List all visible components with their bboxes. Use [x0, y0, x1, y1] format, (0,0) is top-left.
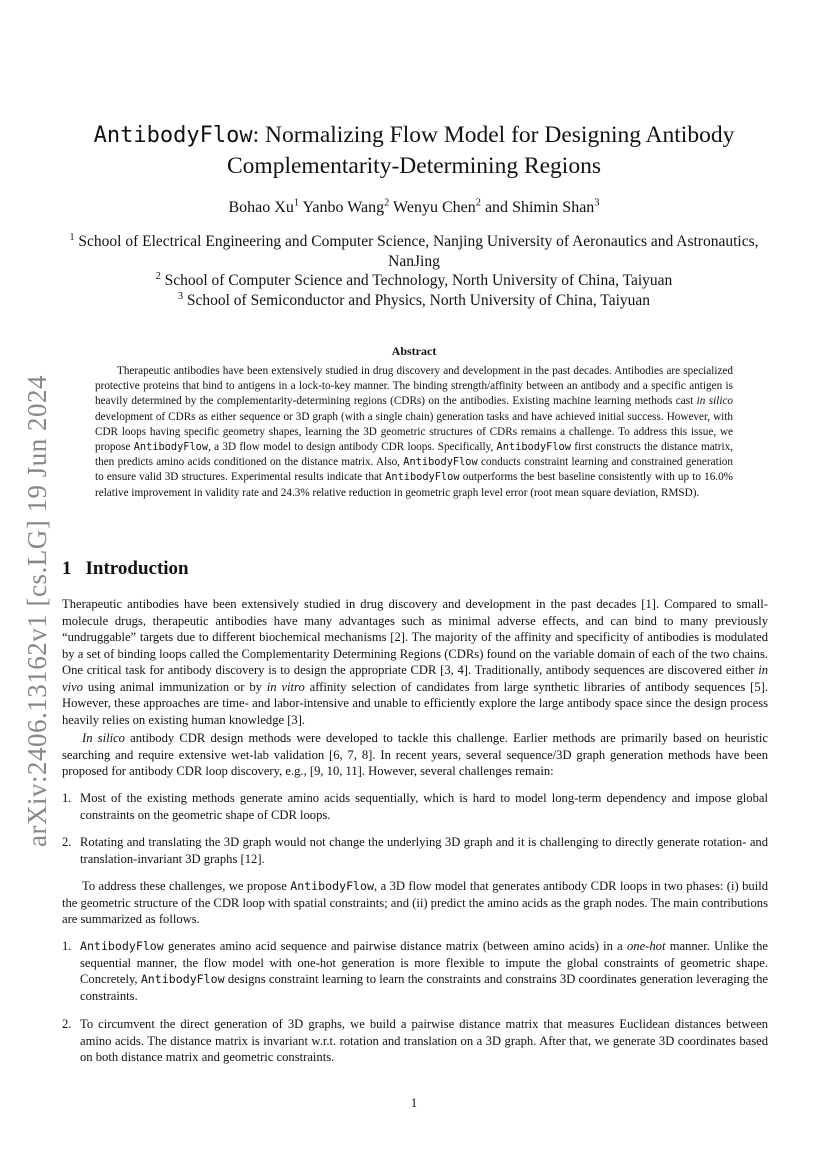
model-name: AntibodyFlow [140, 972, 225, 986]
model-name: AntibodyFlow [80, 939, 164, 953]
contribution-item-1 [62, 938, 768, 1004]
abstract-fragment: conducts constraint learning and constrained generation to ensure valid 3D structures. Experimental results indicate that [95, 456, 733, 484]
text-fragment: using animal immunization or by [82, 679, 267, 694]
model-name: AntibodyFlow [133, 441, 209, 454]
text-fragment: generates amino acid sequence and pairwise distance matrix (between amino acids) in a [163, 939, 627, 953]
model-name: AntibodyFlow [496, 441, 571, 454]
author-affiliation-mark: 3 [594, 197, 600, 209]
intro-paragraph-1 [62, 596, 768, 728]
text-fragment: antibody CDR design methods were developed to tackle this challenge. Earlier methods are primarily based on heuristic searching and require extensive wet-lab validation [6, 7, 8]. In recent years, several sequence/3D graph generation methods have been proposed for antibody CDR loop discovery, e.g., [9, 10, 11]. However, several challenges remain: [62, 731, 768, 778]
list-item-text: To circumvent the direct generation of 3D graphs, we build a pairwise distance matrix that measures Euclidean distances between amino acids. The distance matrix is invariant w.r.t. rotation and translation on a 3D graph. After that, we generate 3D coordinates based on both distance matrix and geometric constraints. [80, 1017, 768, 1064]
title-model-name: AntibodyFlow [93, 123, 253, 148]
list-marker: 1. [62, 791, 72, 805]
text-fragment: manner. Unlike the sequential manner, the flow model with one-hot generation is more flexible to impute the global constraints of geometric shape. Concretely, [80, 939, 769, 986]
abstract-fragment: , a 3D flow model to design antibody CDR loops. Specifically, [208, 441, 497, 454]
abstract-fragment: development of CDRs as either sequence or 3D graph (with a single chain) generation tasks and have achieved initial success. However, with CDR loops having specific geometry shapes, learning the 3D geometric structures of CDRs remains a challenge. To address this issue, we propose [95, 410, 733, 454]
section-title: Introduction [85, 558, 189, 579]
text-fragment: To address these challenges, we propose [82, 879, 291, 893]
affiliation [60, 291, 768, 311]
abstract-text [95, 364, 733, 501]
author-list [60, 199, 768, 217]
affiliation-text: School of Semiconductor and Physics, North University of China, Taiyuan [186, 291, 651, 309]
contribution-item-2 [62, 1016, 768, 1066]
author-name: Wenyu Chen [393, 199, 476, 216]
abstract-emphasis: in silico [696, 395, 733, 408]
section-heading [62, 558, 189, 580]
text-fragment: Therapeutic antibodies have been extensively studied in drug discovery and development in the past decades [1]. Compared to small-molecule drugs, therapeutic antibodies have many advantages such as minimal adverse effects, and can bind to many previously “undruggable” targets due to different biochemical mechanisms [2]. The majority of the affinity and specificity of antibodies is modulated by a set of binding loops called the Complementarity Determining Regions (CDRs) found on the variable domain of each of the two chains. One critical task for antibody discovery is to design the appropriate CDR [3, 4]. Traditionally, antibody sequences are discovered either [62, 597, 768, 677]
author-name: Shimin Shan [512, 199, 595, 216]
text-fragment: affinity selection of candidates from large synthetic libraries of antibody sequences [5]. However, these approaches are time- and labor-intensive and unable to efficiently explore the large antibody space since the design process heavily relies on existing human knowledge [3]. [62, 679, 768, 727]
affiliation-text: School of Computer Science and Technology, North University of China, Taiyuan [164, 272, 673, 289]
text-emphasis: in vivo [62, 663, 768, 694]
section-number: 1 [62, 558, 72, 579]
abstract-fragment: outperforms the best baseline consistently with up to 16.0% relative improvement in validity rate and 24.3% relative reduction in geometric graph level error (root mean square deviation, RMSD). [95, 471, 733, 499]
challenge-item-1 [62, 790, 768, 823]
list-item-text: Most of the existing methods generate amino acids sequentially, which is hard to model long-term dependency and impose global constraints on the geometric shape of CDR loops. [80, 791, 768, 822]
affiliation-number: 1 [69, 231, 75, 243]
author-affiliation-mark: 2 [475, 197, 481, 209]
authors-conjunction: and [484, 199, 509, 216]
abstract-fragment: Therapeutic antibodies have been extensively studied in drug discovery and development in the past decades. Antibodies are specialized protective proteins that bind to antigens in a lock-to-key manner. The binding strength/affinity between an antibody and a specific antigen is heavily determined by the complementarity-determining regions (CDRs) on the antibodies. Existing machine learning methods cast [95, 365, 733, 408]
author-name: Yanbo Wang [302, 199, 385, 216]
arxiv-stamp: arXiv:2406.13162v1 [cs.LG] 19 Jun 2024 [22, 375, 52, 847]
text-fragment: designs constraint learning to learn the constraints and constrains 3D coordinates generation leveraging the constraints. [80, 972, 768, 1003]
list-marker: 1. [62, 939, 72, 953]
list-marker: 2. [62, 835, 72, 849]
author-affiliation-mark: 2 [384, 197, 390, 209]
affiliation-number: 2 [155, 270, 161, 282]
list-item-text: Rotating and translating the 3D graph would not change the underlying 3D graph and it is challenging to directly generate rotation- and translation-invariant 3D graphs [12]. [80, 835, 768, 866]
affiliation-number: 3 [177, 290, 183, 302]
challenge-item-2 [62, 834, 768, 867]
abstract-heading: Abstract [391, 344, 437, 358]
model-name: AntibodyFlow [403, 456, 478, 469]
list-item-text [80, 938, 768, 1004]
text-fragment: , a 3D flow model that generates antibody CDR loops in two phases: (i) build the geometric structure of the CDR loop with spatial constraints; and (ii) predict the amino acids as the graph nodes. The main contributions are summarized as follows. [62, 879, 769, 926]
title-rest: : Normalizing Flow Model for Designing Antibody Complementarity-Determining Regions [227, 122, 735, 179]
page-number: 1 [410, 1096, 418, 1110]
list-marker: 2. [62, 1017, 72, 1031]
intro-paragraph-3 [62, 878, 768, 928]
model-name: AntibodyFlow [385, 471, 460, 484]
text-emphasis: in vitro [266, 679, 305, 694]
text-emphasis: In silico [82, 731, 125, 745]
affiliation-list [60, 232, 768, 310]
intro-paragraph-2 [62, 730, 768, 780]
affiliation [60, 271, 768, 291]
abstract-fragment: first constructs the distance matrix, then predicts amino acids conditioned on the distance matrix. Also, [95, 441, 733, 469]
author-name: Bohao Xu [228, 199, 294, 216]
affiliation [60, 232, 768, 271]
paper-title [60, 120, 768, 182]
model-name: AntibodyFlow [290, 879, 374, 893]
affiliation-text: School of Electrical Engineering and Computer Science, Nanjing University of Aeronautics and Astronautics, NanJing [78, 233, 759, 270]
text-emphasis: one-hot [627, 939, 666, 953]
author-affiliation-mark: 1 [293, 197, 300, 209]
